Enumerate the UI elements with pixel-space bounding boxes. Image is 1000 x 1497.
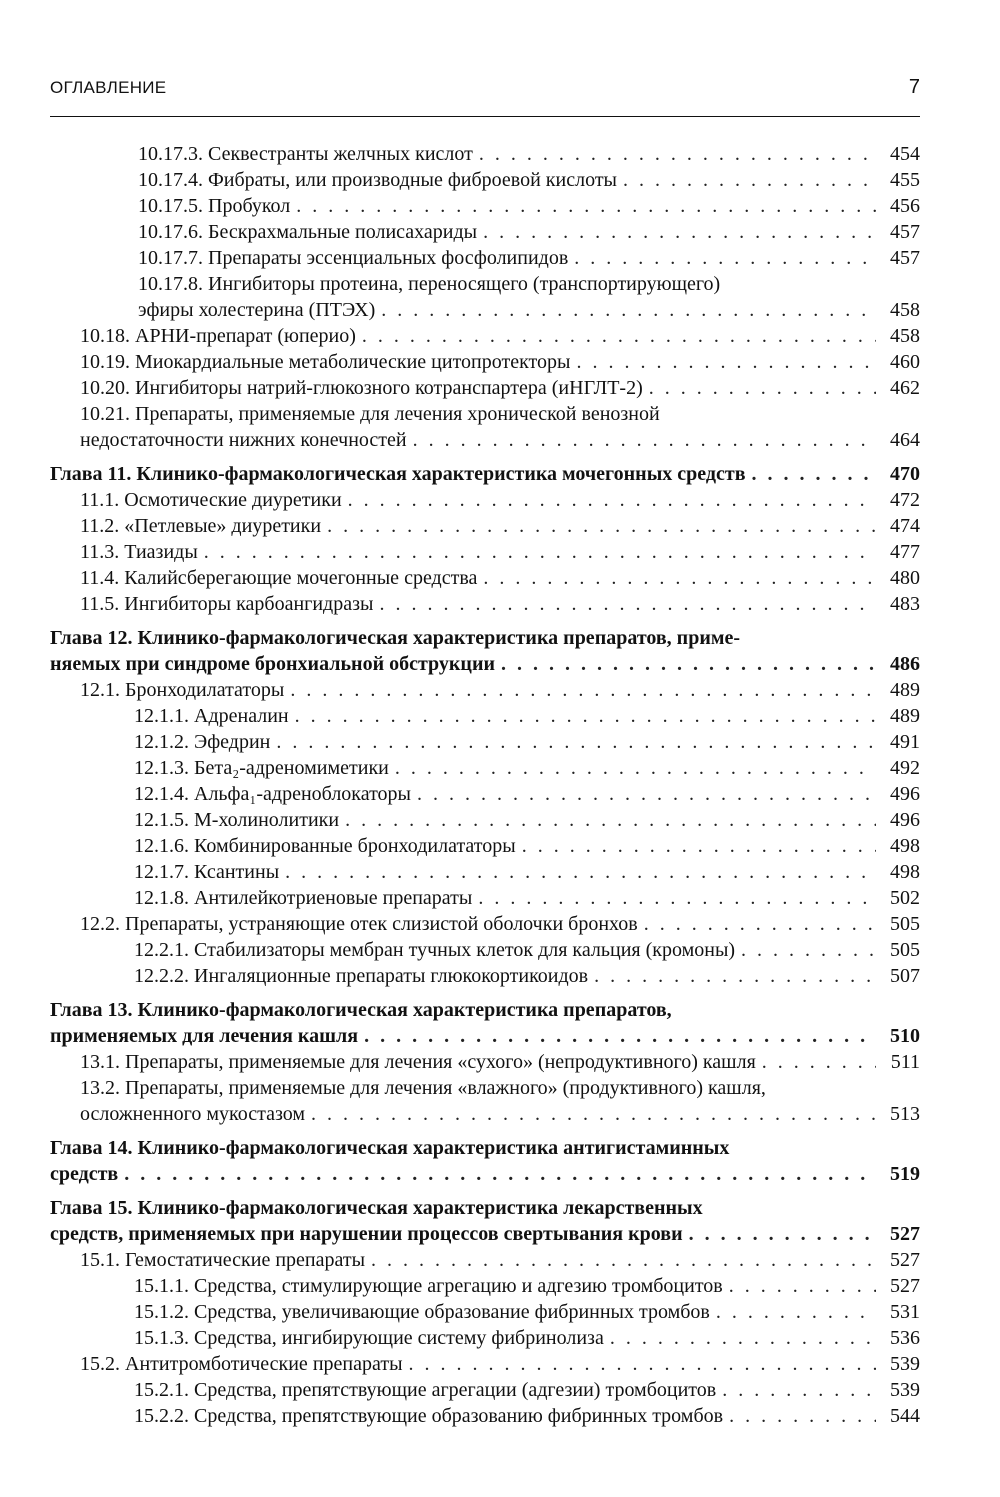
- toc-chapter-14-continuation[interactable]: средств . . . 519: [50, 1161, 920, 1187]
- toc-entry[interactable]: 12.1.3. Бета₂-адреномиметики . . . 492: [50, 755, 920, 781]
- toc-entry[interactable]: 11.1. Осмотические диуретики . . . 472: [50, 487, 920, 513]
- toc-entry[interactable]: 15.1.2. Средства, увеличивающие образование фибринных тромбов . . . 531: [50, 1299, 920, 1325]
- toc-entry[interactable]: 10.17.7. Препараты эссенциальных фосфолипидов . . . 457: [50, 245, 920, 271]
- toc-entry[interactable]: 10.17.3. Секвестранты желчных кислот . . . 454: [50, 141, 920, 167]
- toc-entry[interactable]: 15.2.1. Средства, препятствующие агрегации (адгезии) тромбоцитов . . . 539: [50, 1377, 920, 1403]
- running-header: [50, 76, 920, 117]
- toc-entry[interactable]: 10.17.5. Пробукол . . . 456: [50, 193, 920, 219]
- toc-entry[interactable]: 15.2. Антитромботические препараты . . . 539: [50, 1351, 920, 1377]
- toc-entry[interactable]: 12.1.8. Антилейкотриеновые препараты . . . 502: [50, 885, 920, 911]
- toc-entry[interactable]: 15.1.1. Средства, стимулирующие агрегацию и адгезию тромбоцитов . . . 527: [50, 1273, 920, 1299]
- toc-entry-continuation[interactable]: осложненного мукостазом . . . 513: [50, 1101, 920, 1127]
- toc-chapter-15[interactable]: Глава 15. Клинико-фармакологическая характеристика лекарственных: [50, 1197, 703, 1219]
- toc-entry[interactable]: 11.3. Тиазиды . . . 477: [50, 539, 920, 565]
- toc-entry[interactable]: 15.1. Гемостатические препараты . . . 527: [50, 1247, 920, 1273]
- toc-entry[interactable]: 12.1.2. Эфедрин . . . 491: [50, 729, 920, 755]
- toc-entry-line[interactable]: 10.21. Препараты, применяемые для лечения хронической венозной: [80, 403, 660, 425]
- toc-entry[interactable]: 10.18. АРНИ-препарат (юперио) . . . 458: [50, 323, 920, 349]
- toc-entry[interactable]: 12.2.1. Стабилизаторы мембран тучных клеток для кальция (кромоны) . . . 505: [50, 937, 920, 963]
- toc-entry-continuation[interactable]: эфиры холестерина (ПТЭХ) . . . 458: [50, 297, 920, 323]
- toc-entry-line[interactable]: 10.17.8. Ингибиторы протеина, переносящего (транспортирующего): [138, 273, 721, 295]
- toc-chapter-11[interactable]: Глава 11. Клинико-фармакологическая характеристика мочегонных средств . . . 470: [50, 461, 920, 487]
- toc-entry-continuation[interactable]: недостаточности нижних конечностей . . . 464: [50, 427, 920, 453]
- header-page-number: 7: [908, 76, 920, 98]
- toc-chapter-13[interactable]: Глава 13. Клинико-фармакологическая характеристика препаратов,: [50, 999, 672, 1021]
- toc-entry[interactable]: 10.17.6. Бескрахмальные полисахариды . . . 457: [50, 219, 920, 245]
- toc-entry-line[interactable]: 13.2. Препараты, применяемые для лечения «влажного» (продуктивного) кашля,: [80, 1077, 766, 1099]
- toc-chapter-15-continuation[interactable]: средств, применяемых при нарушении процессов свертывания крови . . . 527: [50, 1221, 920, 1247]
- toc-chapter-12-continuation[interactable]: няемых при синдроме бронхиальной обструкции . . . 486: [50, 651, 920, 677]
- toc-entry[interactable]: 13.1. Препараты, применяемые для лечения «сухого» (непродуктивного) кашля . . . 511: [50, 1049, 920, 1075]
- toc-chapter-14[interactable]: Глава 14. Клинико-фармакологическая характеристика антигистаминных: [50, 1137, 730, 1159]
- toc-entry[interactable]: 11.5. Ингибиторы карбоангидразы . . . 483: [50, 591, 920, 617]
- toc-entry[interactable]: 12.1.7. Ксантины . . . 498: [50, 859, 920, 885]
- toc-chapter-12[interactable]: Глава 12. Клинико-фармакологическая характеристика препаратов, приме-: [50, 627, 741, 649]
- toc-entry[interactable]: 12.1.4. Альфа₁-адреноблокаторы . . . 496: [50, 781, 920, 807]
- toc-entry[interactable]: 10.17.4. Фибраты, или производные фиброевой кислоты . . . 455: [50, 167, 920, 193]
- toc-entry[interactable]: 10.20. Ингибиторы натрий-глюкозного котранспартера (иНГЛТ-2) . . . 462: [50, 375, 920, 401]
- toc-entry[interactable]: 11.4. Калийсберегающие мочегонные средства . . . 480: [50, 565, 920, 591]
- toc-entry[interactable]: 12.1.5. М-холинолитики . . . 496: [50, 807, 920, 833]
- table-of-contents: [50, 141, 920, 1429]
- toc-entry[interactable]: 12.1.6. Комбинированные бронходилататоры . . . 498: [50, 833, 920, 859]
- toc-entry[interactable]: 15.2.2. Средства, препятствующие образованию фибринных тромбов . . . 544: [50, 1403, 920, 1429]
- toc-entry[interactable]: 12.2. Препараты, устраняющие отек слизистой оболочки бронхов . . . 505: [50, 911, 920, 937]
- toc-entry[interactable]: 12.2.2. Ингаляционные препараты глюкокортикоидов . . . 507: [50, 963, 920, 989]
- toc-entry[interactable]: 12.1.1. Адреналин . . . 489: [50, 703, 920, 729]
- toc-entry[interactable]: 12.1. Бронходилататоры . . . 489: [50, 677, 920, 703]
- toc-entry[interactable]: 10.19. Миокардиальные метаболические цитопротекторы . . . 460: [50, 349, 920, 375]
- toc-entry[interactable]: 11.2. «Петлевые» диуретики . . . 474: [50, 513, 920, 539]
- toc-chapter-13-continuation[interactable]: применяемых для лечения кашля . . . 510: [50, 1023, 920, 1049]
- toc-entry[interactable]: 15.1.3. Средства, ингибирующие систему фибринолиза . . . 536: [50, 1325, 920, 1351]
- header-title: ОГЛАВЛЕНИЕ: [50, 78, 167, 97]
